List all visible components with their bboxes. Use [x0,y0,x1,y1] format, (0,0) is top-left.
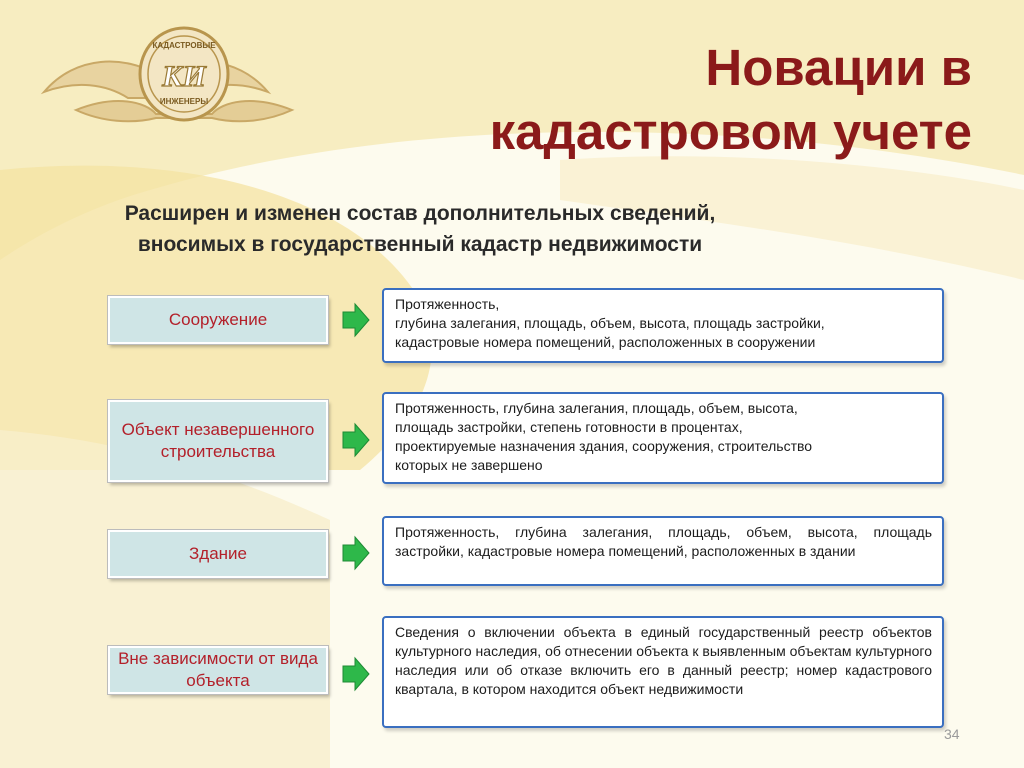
description-line: кадастровые номера помещений, расположенных в сооружении [395,334,816,350]
right-arrow-icon [341,422,371,458]
slide-title-line-1: Новации в [705,39,972,96]
right-arrow-icon [341,535,371,571]
category-box-any-object: Вне зависимости от вида объекта [108,646,328,694]
logo-text-top: КАДАСТРОВЫЕ [152,41,216,50]
category-box-unfinished-construction: Объект незавершенного строительства [108,400,328,482]
slide-subtitle [100,198,740,260]
page-number: 34 [944,726,960,742]
slide-title [352,36,972,164]
description-box-structure [382,288,944,363]
description-box-building: Протяженность, глубина залегания, площадь, объем, высота, площадь застройки, кадастровые номера помещений, расположенных в здании [382,516,944,586]
category-box-structure: Сооружение [108,296,328,344]
slide-subtitle-line-2: вносимых в государственный кадастр недвижимости [137,233,703,256]
description-line: которых не завершено [395,457,543,473]
logo [36,14,332,132]
right-arrow-icon [341,302,371,338]
description-line: площадь застройки, степень готовности в процентах, [395,419,743,435]
description-line: глубина залегания, площадь, объем, высота, площадь застройки, [395,315,825,331]
right-arrow-icon [341,656,371,692]
logo-monogram: КИ [162,60,206,93]
description-box-unfinished-construction [382,392,944,484]
description-line: Протяженность, [395,296,500,312]
description-box-any-object: Сведения о включении объекта в единый государственный реестр объектов культурного наследия, об отнесении объекта к выявленным объектам культурного наследия или об отказе включить его в данный реестр; номер кадастрового квартала, в котором находится объект недвижимости [382,616,944,728]
description-line: Протяженность, глубина залегания, площадь, объем, высота, [395,400,798,416]
category-box-building: Здание [108,530,328,578]
logo-text-bottom: ИНЖЕНЕРЫ [159,97,209,106]
description-line: проектируемые назначения здания, сооружения, строительство [395,438,813,454]
slide-subtitle-line-1: Расширен и изменен состав дополнительных сведений, [124,202,716,225]
slide-title-line-2: кадастровом учете [489,103,972,160]
